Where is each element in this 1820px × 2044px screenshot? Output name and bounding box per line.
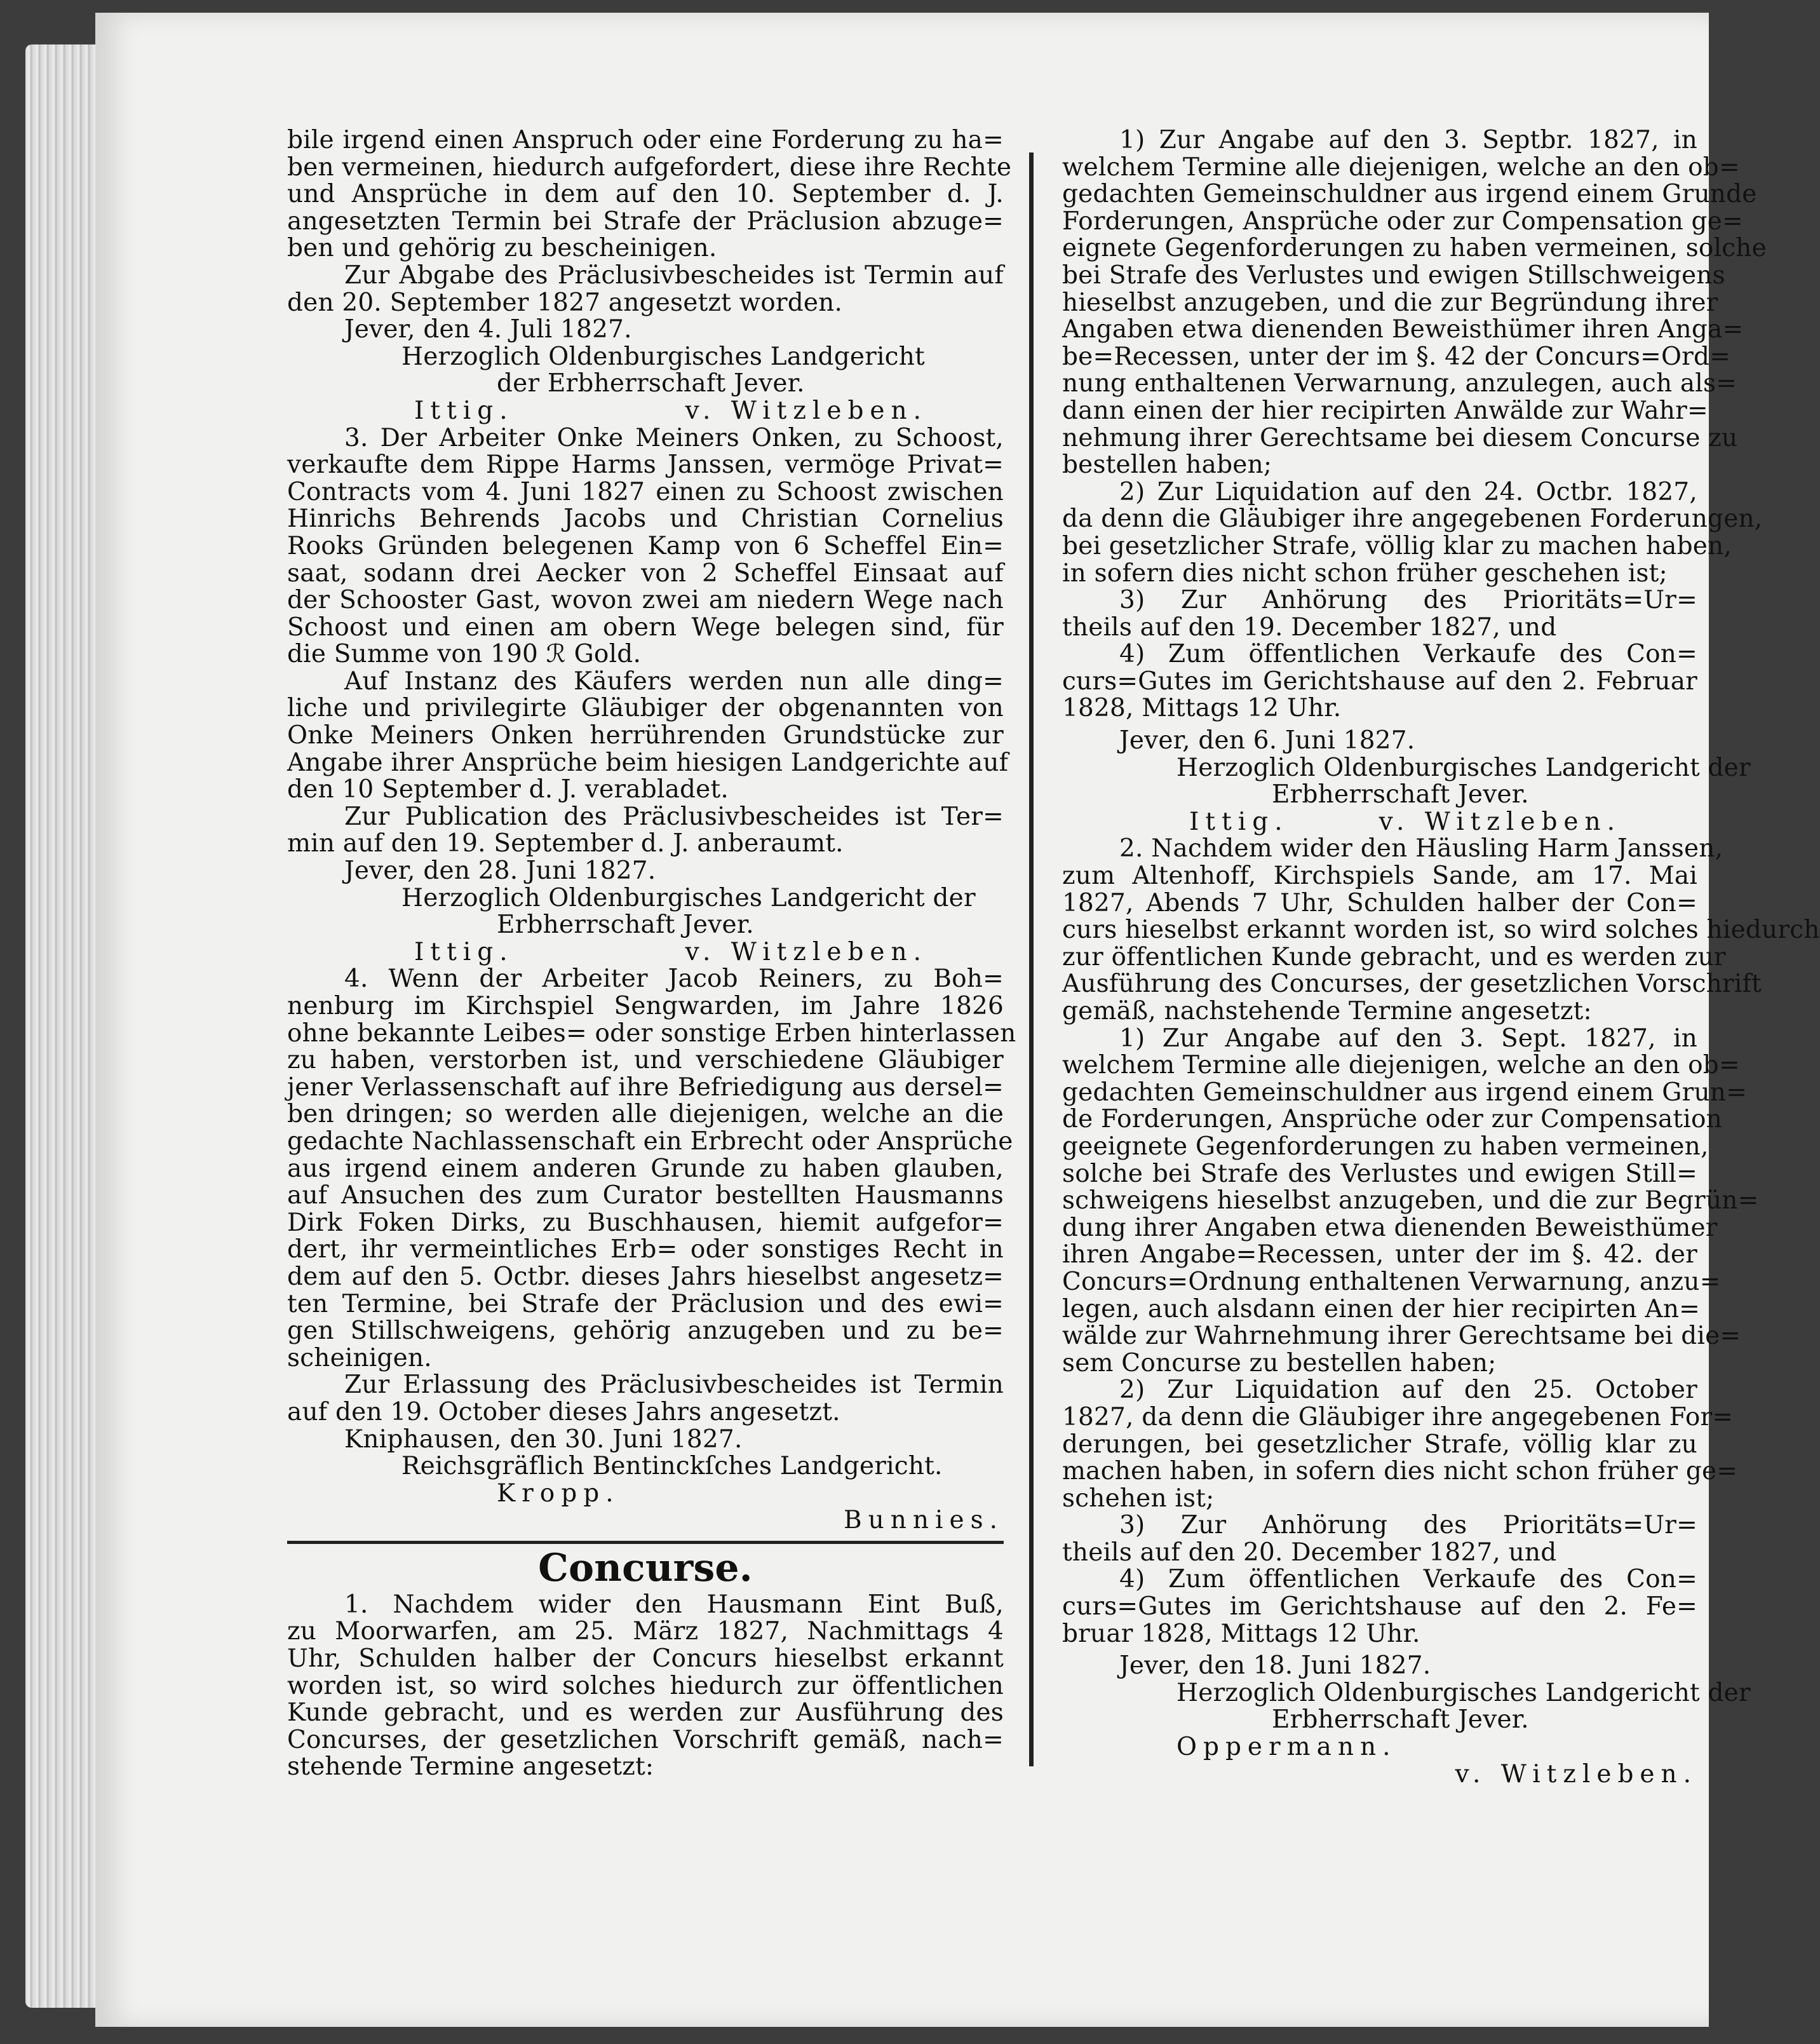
- text-line: nenburg im Kirchspiel Sengwarden, im Jahre 1826: [287, 992, 1004, 1020]
- text-line: de Forderungen, Ansprüche oder zur Compensation: [1062, 1105, 1722, 1134]
- signature: Ittig.: [414, 937, 514, 966]
- text-line: Concurses, der gesetzlichen Vorschrift gemäß, nach=: [287, 1725, 1004, 1754]
- signature: Ittig.: [414, 396, 514, 425]
- text-line: der Schooster Gast, wovon zwei am niedern Wege nach: [287, 586, 1004, 615]
- text-line: Onke Meiners Onken herrührenden Grundstücke zur: [287, 721, 1004, 750]
- court-name: Herzoglich Oldenburgisches Landgericht der: [401, 883, 976, 912]
- court-name: Herzoglich Oldenburgisches Landgericht: [401, 342, 925, 371]
- text-line: Concurs=Ordnung enthaltenen Verwarnung, anzu=: [1062, 1267, 1721, 1296]
- right-column: [1062, 126, 1820, 1789]
- text-line: Dirk Foken Dirks, zu Buschhausen, hiemit aufgefor=: [287, 1208, 1004, 1237]
- text-line: jener Verlassenschaft auf ihre Befriedigung aus dersel=: [287, 1073, 1004, 1102]
- text-line: ben vermeinen, hiedurch aufgefordert, diese ihre Rechte: [287, 152, 1012, 182]
- text-line: Angabe ihrer Ansprüche beim hiesigen Landgerichte auf: [287, 748, 1009, 777]
- section-heading: Concurse.: [538, 1545, 753, 1590]
- text-line: derungen, bei gesetzlicher Strafe, völlig klar zu: [1062, 1430, 1697, 1459]
- text-line: gedachten Gemeinschuldner aus irgend einem Grunde: [1062, 180, 1757, 209]
- text-line: angesetzten Termin bei Strafe der Präclusion abzuge=: [287, 206, 1004, 236]
- text-line: 1) Zur Angabe auf den 3. Sept. 1827, in: [1119, 1024, 1697, 1053]
- text-line: worden ist, so wird solches hiedurch zur öffentlichen: [287, 1671, 1004, 1700]
- text-line: 2) Zur Liquidation auf den 25. October: [1119, 1376, 1697, 1405]
- text-line: Zur Erlassung des Präclusivbescheides ist Termin: [344, 1371, 1004, 1400]
- text-line: 1827, Abends 7 Uhr, Schulden halber der Con=: [1062, 888, 1697, 917]
- dateline: Kniphausen, den 30. Juni 1827.: [344, 1425, 743, 1454]
- text-line: curs=Gutes im Gerichtshause auf den 2. Februar: [1062, 667, 1697, 696]
- text-line: dung ihrer Angaben etwa dienenden Beweisthümer: [1062, 1213, 1718, 1242]
- text-line: 2) Zur Liquidation auf den 24. Octbr. 1827,: [1119, 477, 1697, 506]
- text-line: liche und privilegirte Gläubiger der obgenannten von: [287, 694, 1004, 723]
- text-line: welchem Termine alle diejenigen, welche an den ob=: [1062, 152, 1740, 182]
- text-line: den 20. September 1827 angesetzt worden.: [287, 288, 843, 317]
- text-line: schweigens hieselbst anzugeben, und die zur Begrün=: [1062, 1186, 1759, 1215]
- text-line: da denn die Gläubiger ihre angegebenen Forderungen,: [1062, 504, 1763, 534]
- text-line: stehende Termine angesetzt:: [287, 1752, 654, 1782]
- signature-row: [287, 939, 1004, 966]
- text-line: zum Altenhoff, Kirchspiels Sande, am 17. Mai: [1062, 862, 1697, 891]
- text-line: curs hieselbst erkannt worden ist, so wird solches hiedurch: [1062, 916, 1820, 945]
- heading-rule: [287, 1541, 1004, 1544]
- column-divider: [1029, 152, 1034, 1766]
- text-line: Forderungen, Ansprüche oder zur Compensation ge=: [1062, 206, 1743, 236]
- text-line: sem Concurse zu bestellen haben;: [1062, 1348, 1497, 1377]
- text-line: bestellen haben;: [1062, 450, 1272, 480]
- text-line: verkaufte dem Rippe Harms Janssen, vermöge Privat=: [287, 450, 1004, 480]
- text-line: be=Recessen, unter der im §. 42 der Concurs=Ord=: [1062, 342, 1731, 371]
- text-line: auf Ansuchen des zum Curator bestellten Hausmanns: [287, 1181, 1004, 1210]
- text-line: gen Stillschweigens, gehörig anzugeben und zu be=: [287, 1316, 1004, 1346]
- section-heading-block: [287, 1537, 1004, 1588]
- signature: v. Witzleben.: [1455, 1759, 1697, 1789]
- text-line: die Summe von 190 ℛ Gold.: [287, 640, 642, 669]
- text-line: Zur Abgabe des Präclusivbescheides ist Termin auf: [344, 261, 1004, 290]
- text-line: gemäß, nachstehende Termine angesetzt:: [1062, 997, 1592, 1025]
- text-line: theils auf den 20. December 1827, und: [1062, 1538, 1557, 1567]
- text-line: theils auf den 19. December 1827, und: [1062, 613, 1557, 642]
- court-name: Herzoglich Oldenburgisches Landgericht der: [1176, 1678, 1751, 1707]
- dateline: Jever, den 28. Juni 1827.: [344, 856, 656, 886]
- text-line: 1827, da denn die Gläubiger ihre angegebenen For=: [1062, 1402, 1734, 1431]
- text-line: saat, sodann drei Aecker von 2 Scheffel Einsaat auf: [287, 558, 1004, 588]
- text-line: dem auf den 5. Octbr. dieses Jahrs hieselbst angesetz=: [287, 1262, 1004, 1291]
- text-line: curs=Gutes im Gerichtshause auf den 2. Fe=: [1062, 1592, 1697, 1621]
- signature: v. Witzleben.: [685, 396, 927, 425]
- dateline: Jever, den 18. Juni 1827.: [1119, 1651, 1431, 1681]
- text-line: 1. Nachdem wider den Hausmann Eint Buß,: [344, 1590, 1004, 1619]
- text-line: schehen ist;: [1062, 1484, 1215, 1513]
- text-line: min auf den 19. September d. J. anberaumt.: [287, 829, 844, 858]
- text-line: bei gesetzlicher Strafe, völlig klar zu machen haben,: [1062, 531, 1732, 560]
- text-line: nehmung ihrer Gerechtsame bei diesem Concurse zu: [1062, 423, 1738, 452]
- text-line: auf den 19. October dieses Jahrs angesetzt.: [287, 1397, 840, 1426]
- text-line: 3) Zur Anhörung des Prioritäts=Ur=: [1119, 1511, 1697, 1540]
- text-line: Ausführung des Concurses, der gesetzlichen Vorschrift: [1062, 970, 1762, 999]
- text-line: den 10 September d. J. verabladet.: [287, 775, 729, 804]
- text-line: aus irgend einem anderen Grunde zu haben glauben,: [287, 1154, 1004, 1183]
- text-line: ohne bekannte Leibes= oder sonstige Erben hinterlassen: [287, 1019, 1016, 1048]
- signature: Bunnies.: [844, 1506, 1004, 1535]
- text-line: zu haben, verstorben ist, und verschiedene Gläubiger: [287, 1046, 1004, 1075]
- text-line: ben dringen; so werden alle diejenigen, welche an die: [287, 1100, 1004, 1129]
- text-line: wälde zur Wahrnehmung ihrer Gerechtsame bei die=: [1062, 1322, 1741, 1351]
- text-line: 3) Zur Anhörung des Prioritäts=Ur=: [1119, 586, 1697, 615]
- text-line: 1828, Mittags 12 Uhr.: [1062, 694, 1342, 723]
- text-line: zur öffentlichen Kunde gebracht, und es werden zur: [1062, 942, 1726, 971]
- signature-row: [287, 398, 1004, 425]
- court-name: der Erbherrschaft Jever.: [497, 369, 805, 398]
- signature: v. Witzleben.: [685, 937, 927, 966]
- text-line: Zur Publication des Präclusivbescheides ist Ter=: [344, 802, 1004, 831]
- text-line: 4. Wenn der Arbeiter Jacob Reiners, zu Boh=: [344, 964, 1004, 994]
- text-line: ihren Angabe=Recessen, unter der im §. 42. der: [1062, 1240, 1697, 1269]
- text-line: bei Strafe des Verlustes und ewigen Stillschweigens: [1062, 261, 1725, 290]
- text-line: 1) Zur Angabe auf den 3. Septbr. 1827, in: [1119, 126, 1697, 154]
- text-line: Uhr, Schulden halber der Concurs hieselbst erkannt: [287, 1644, 1004, 1674]
- signature: Oppermann.: [1176, 1733, 1397, 1762]
- text-line: bile irgend einen Anspruch oder eine Forderung zu ha=: [287, 126, 1004, 154]
- text-line: und Ansprüche in dem auf den 10. September d. J.: [287, 180, 1004, 209]
- text-line: eignete Gegenforderungen zu haben vermeinen, solche: [1062, 234, 1767, 263]
- text-line: zu Moorwarfen, am 25. März 1827, Nachmittags 4: [287, 1617, 1004, 1646]
- text-line: gedachte Nachlassenschaft ein Erbrecht oder Ansprüche: [287, 1127, 1013, 1156]
- left-column: [287, 126, 1016, 1782]
- court-name: Reichsgräflich Bentinckſches Landgericht.: [401, 1452, 943, 1481]
- court-name: Erbherrschaft Jever.: [1272, 1705, 1529, 1735]
- text-line: Angaben etwa dienenden Beweisthümer ihren Anga=: [1062, 315, 1744, 344]
- text-line: Kunde gebracht, und es werden zur Ausführung des: [287, 1698, 1004, 1728]
- text-line: in sofern dies nicht schon früher geschehen ist;: [1062, 558, 1668, 588]
- signature-row: [1062, 809, 1697, 836]
- text-line: Schoost und einen am obern Wege belegen sind, für: [287, 613, 1004, 642]
- court-name: Erbherrschaft Jever.: [497, 910, 754, 940]
- text-line: welchem Termine alle diejenigen, welche an den ob=: [1062, 1051, 1740, 1080]
- text-line: solche bei Strafe des Verlustes und ewigen Still=: [1062, 1159, 1697, 1188]
- signature: Ittig.: [1189, 807, 1289, 836]
- text-line: 3. Der Arbeiter Onke Meiners Onken, zu Schoost,: [344, 423, 1004, 452]
- court-name: Erbherrschaft Jever.: [1272, 780, 1529, 809]
- text-line: Auf Instanz des Käufers werden nun alle ding=: [344, 667, 1004, 696]
- text-line: scheinigen.: [287, 1343, 432, 1372]
- text-line: Hinrichs Behrends Jacobs und Christian Cornelius: [287, 504, 1004, 534]
- text-line: 2. Nachdem wider den Häusling Harm Janssen,: [1119, 834, 1723, 863]
- text-line: machen haben, in sofern dies nicht schon früher ge=: [1062, 1457, 1738, 1486]
- text-line: nung enthaltenen Verwarnung, anzulegen, auch als=: [1062, 369, 1737, 398]
- signature: v. Witzleben.: [1378, 807, 1621, 836]
- text-line: 4) Zum öffentlichen Verkaufe des Con=: [1119, 640, 1697, 669]
- text-line: ben und gehörig zu bescheinigen.: [287, 234, 717, 263]
- dateline: Jever, den 4. Juli 1827.: [344, 315, 632, 344]
- text-line: hieselbst anzugeben, und die zur Begründung ihrer: [1062, 288, 1718, 317]
- text-line: Rooks Gründen belegenen Kamp von 6 Scheffel Ein=: [287, 531, 1004, 560]
- text-line: ten Termine, bei Strafe der Präclusion und des ewi=: [287, 1289, 1004, 1318]
- text-line: geeignete Gegenforderungen zu haben vermeinen,: [1062, 1132, 1709, 1161]
- text-line: dert, ihr vermeintliches Erb= oder sonstiges Recht in: [287, 1235, 1004, 1264]
- text-line: dann einen der hier recipirten Anwälde zur Wahr=: [1062, 396, 1708, 425]
- signature: Kropp.: [497, 1479, 620, 1508]
- dateline: Jever, den 6. Juni 1827.: [1119, 726, 1415, 755]
- text-line: legen, auch alsdann einen der hier recipirten An=: [1062, 1294, 1701, 1323]
- text-line: Contracts vom 4. Juni 1827 einen zu Schoost zwischen: [287, 477, 1004, 506]
- court-name: Herzoglich Oldenburgisches Landgericht der: [1176, 753, 1751, 782]
- text-line: bruar 1828, Mittags 12 Uhr.: [1062, 1619, 1420, 1648]
- text-line: 4) Zum öffentlichen Verkaufe des Con=: [1119, 1565, 1697, 1594]
- text-line: gedachten Gemeinschuldner aus irgend einem Grun=: [1062, 1078, 1748, 1107]
